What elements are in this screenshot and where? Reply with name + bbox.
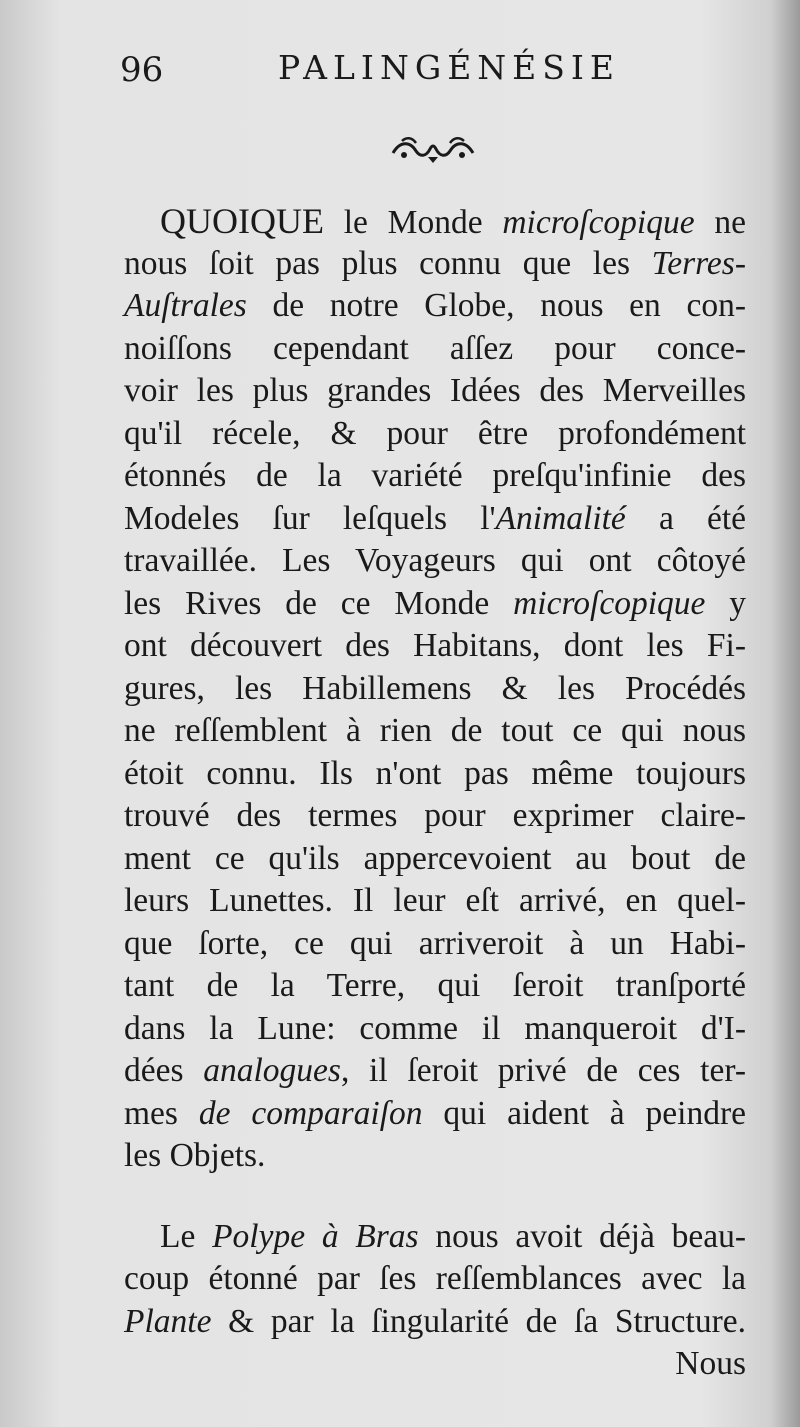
text-span: nous avoit déjà beau- xyxy=(418,1217,746,1255)
text-line: ont découvert des Habitans, dont les Fi- xyxy=(124,627,746,664)
text-line: trouvé des termes pour exprimer claire- xyxy=(124,797,746,834)
text-span: mes xyxy=(124,1094,199,1132)
decorative-fleuron-icon xyxy=(388,135,478,165)
italic-text: de comparaiſon xyxy=(198,1094,423,1132)
text-span: ne xyxy=(694,204,746,241)
text-line: ment ce qu'ils appercevoient au bout de xyxy=(124,839,746,877)
text-span: a été xyxy=(625,499,747,537)
text-span: y xyxy=(705,584,746,622)
text-span: Modeles ſur leſquels l' xyxy=(124,499,496,537)
text-line: les Objets. xyxy=(124,1137,266,1174)
text-span: Le xyxy=(160,1217,213,1255)
text-span: , il ſeroit privé de ces ter- xyxy=(340,1052,746,1089)
text-line xyxy=(124,1301,746,1344)
text-line xyxy=(124,200,746,243)
main-text xyxy=(124,200,746,1386)
text-line: qu'il récele, & pour être profondément xyxy=(124,414,746,452)
text-line: coup étonné par ſes reſſemblances avec la xyxy=(124,1260,746,1297)
italic-text: microſcopique xyxy=(513,584,706,622)
text-line: gures, les Habillemens & les Procédés xyxy=(124,669,746,707)
text-line xyxy=(124,243,746,286)
text-line xyxy=(124,583,746,626)
italic-text: analogues xyxy=(203,1052,341,1089)
paragraph xyxy=(124,200,746,1178)
text-line: dans la Lune: comme il manqueroit d'I- xyxy=(124,1009,746,1047)
text-span: les Rives de ce Monde xyxy=(124,584,514,622)
text-line: travaillée. Les Voyageurs qui ont côtoyé xyxy=(124,542,746,579)
text-span: nous ſoit pas plus connu que les xyxy=(124,244,652,282)
text-line: noiſſons cependant aſſez pour conce- xyxy=(124,329,746,367)
text-line: que ſorte, ce qui arriveroit à un Habi- xyxy=(124,924,746,962)
paragraph-gap xyxy=(124,1178,746,1216)
text-line: voir les plus grandes Idées des Merveilles xyxy=(124,372,746,409)
text-span: de notre Globe, nous en con- xyxy=(246,287,746,324)
text-line: ne reſſemblent à rien de tout ce qui nous xyxy=(124,712,746,749)
page-header xyxy=(118,40,748,100)
text-line xyxy=(124,1216,746,1259)
text-line xyxy=(124,1050,746,1093)
running-title: PALINGÉNÉSIE xyxy=(278,48,620,87)
text-line: étonnés de la variété preſqu'infinie des xyxy=(124,457,746,494)
catchword: Nous xyxy=(675,1345,746,1382)
italic-text: Terres- xyxy=(651,244,746,282)
text-line xyxy=(124,285,746,328)
page-number: 96 xyxy=(120,50,164,90)
text-line: tant de la Terre, qui ſeroit tranſporté xyxy=(124,967,746,1004)
italic-text: Plante xyxy=(124,1302,212,1340)
text-span: qui aident à peindre xyxy=(422,1094,746,1132)
italic-text: Animalité xyxy=(495,499,626,537)
text-line: étoit connu. Ils n'ont pas même toujours xyxy=(124,754,746,792)
drop-word: QUOIQUE xyxy=(160,201,324,241)
text-line xyxy=(124,1093,746,1136)
text-line: leurs Lunettes. Il leur eſt arrivé, en quel- xyxy=(124,882,746,919)
paragraph xyxy=(124,1216,746,1386)
text-span: le Monde xyxy=(323,204,503,241)
italic-text: Auſtrales xyxy=(124,287,247,324)
text-line xyxy=(124,498,746,541)
text-span: & par la ſingularité de ſa Structure. xyxy=(211,1302,746,1340)
italic-text: Polype à Bras xyxy=(212,1217,419,1255)
text-span: dées xyxy=(124,1052,204,1089)
italic-text: microſcopique xyxy=(502,204,695,241)
